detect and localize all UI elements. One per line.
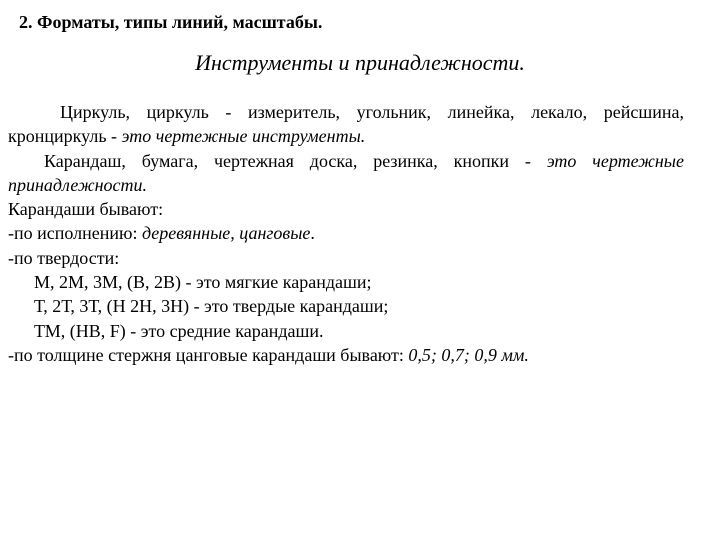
- soft-pencils: М, 2М, 3М, (В, 2В) - это мягкие карандаши;: [34, 272, 372, 293]
- by-make-values: деревянные, цанговые: [141, 223, 311, 244]
- section-subtitle: Инструменты и принадлежности.: [195, 50, 525, 75]
- instruments-label: это чертежные инструменты.: [121, 126, 366, 147]
- medium-pencils: ТМ, (НВ, F) - это средние карандаши.: [34, 320, 324, 341]
- instruments-paragraph: [8, 100, 684, 149]
- hard-pencils: Т, 2Т, 3Т, (Н 2Н, 3Н) - это твердые карандаши;: [34, 296, 389, 317]
- pencils-intro: Карандаши бывают:: [8, 199, 164, 220]
- accessories-paragraph: [8, 149, 684, 198]
- by-make-prefix: -по исполнению:: [8, 223, 142, 244]
- pencils-thickness: [8, 343, 684, 367]
- body-text: [8, 100, 684, 367]
- thickness-values: 0,5; 0,7; 0,9 мм.: [408, 344, 529, 365]
- accessories-list: Карандаш, бумага, чертежная доска, резинка, кнопки -: [44, 150, 547, 171]
- page-heading: 2. Форматы, типы линий, масштабы.: [19, 12, 323, 32]
- by-make-end: .: [310, 223, 315, 244]
- pencils-by-hardness: -по твердости:: [8, 247, 120, 268]
- thickness-prefix: -по толщине стержня цанговые карандаши бывают:: [8, 344, 409, 365]
- accessories-label: это чертежные принадлежности.: [8, 150, 684, 195]
- instruments-list: Циркуль, циркуль - измеритель, угольник, линейка, лекало, рейсшина, кронциркуль -: [8, 102, 684, 147]
- pencils-by-make: [8, 221, 684, 245]
